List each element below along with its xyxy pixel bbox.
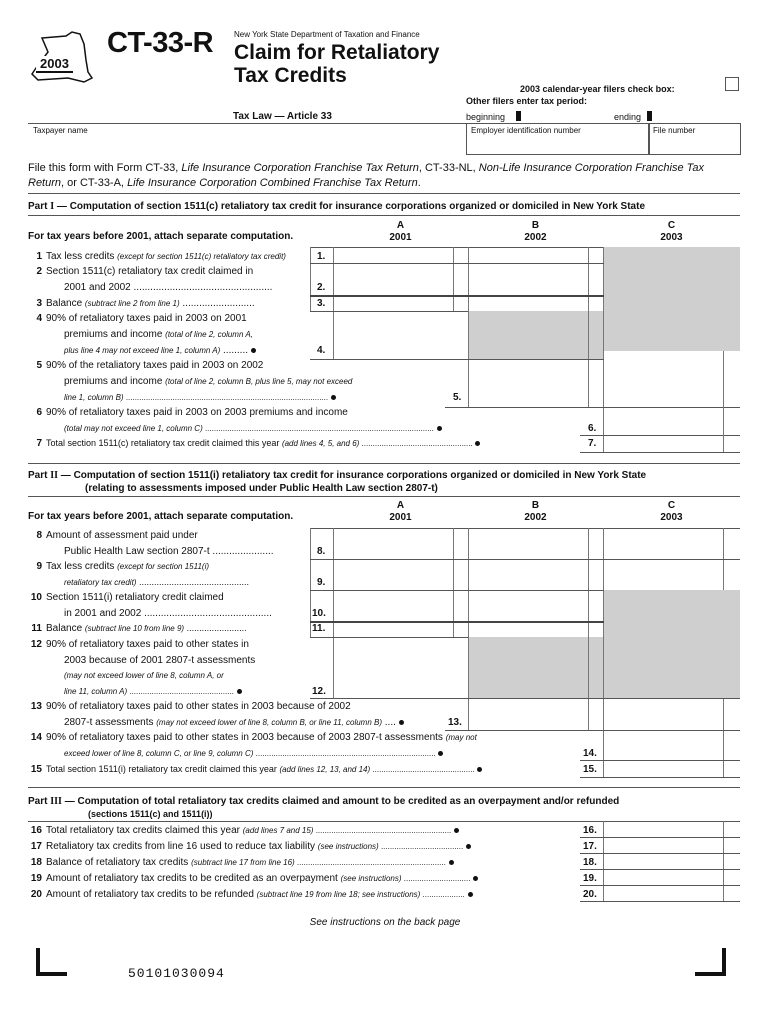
form-id: CT-33-R <box>107 27 214 59</box>
part2-col-a-header: A 2001 <box>389 500 412 523</box>
line14-number: 14. <box>583 748 597 759</box>
shaded-area <box>604 247 740 351</box>
part1-col-c-header: C 2003 <box>660 220 683 243</box>
part2-col-b-header: B 2002 <box>524 500 547 523</box>
line8-label-cont: Public Health Law section 2807-t ...................... <box>64 546 274 557</box>
form-title-line2: Tax Credits <box>234 64 347 87</box>
part2-heading: Part II — Computation of section 1511(i) retaliatory tax credit for insurance corporations organized or domiciled in New York State (relating to assessments imposed under Public Health Law section 2807-t) <box>28 470 647 494</box>
line14-label-cont: exceed lower of line 8, column C, or line 9, column C) ................................................................................. <box>64 748 443 759</box>
line2-label: 2 Section 1511(c) retaliatory tax credit claimed in <box>36 266 254 277</box>
line12-number: 12. <box>312 686 326 697</box>
line17-label: 17 Retaliatory tax credits from line 16 used to reduce tax liability (see instructions) ..................................... <box>28 841 471 852</box>
line6-label-cont: (total may not exceed line 1, column C) ....................................................................................................... <box>64 423 442 434</box>
line18-label: 18 Balance of retaliatory tax credits (subtract line 17 from line 16) ................................................................... <box>28 857 454 868</box>
line7-number: 7. <box>588 438 597 449</box>
other-filers-label: Other filers enter tax period: <box>466 96 588 106</box>
form-title <box>234 41 439 87</box>
line15-label: 15 Total section 1511(i) retaliatory tax credit claimed this year (add lines 12, 13, and 14) .............................................. <box>28 764 482 775</box>
line17-number: 17. <box>583 841 597 852</box>
barcode-number: 50101030094 <box>128 966 225 981</box>
part1-col-a-header: A 2001 <box>389 220 412 243</box>
tax-law-label: Tax Law — Article 33 <box>233 111 332 122</box>
part2-attach-note: For tax years before 2001, attach separate computation. <box>28 511 294 522</box>
line11-label: 11 Balance (subtract line 10 from line 9) ........................ <box>31 623 247 634</box>
corner-mark-left-base <box>36 972 67 976</box>
line16-label: 16 Total retaliatory tax credits claimed this year (add lines 7 and 15) ............................................................. <box>28 825 459 836</box>
line4-label-cont: premiums and income (total of line 2, column A, <box>64 329 253 340</box>
line4-label-cont2: plus line 4 may not exceed line 1, column A) ......... <box>64 345 256 356</box>
part1-attach-note: For tax years before 2001, attach separate computation. <box>28 231 294 242</box>
line4-label: 4 90% of retaliatory taxes paid in 2003 on 2001 <box>36 313 247 324</box>
line14-input[interactable] <box>605 745 722 759</box>
line12-label: 12 90% of retaliatory taxes paid to other states in <box>30 639 249 650</box>
marker-icon <box>647 111 652 121</box>
line20-input[interactable] <box>605 886 722 900</box>
line12-label-cont2: (may not exceed lower of line 8, column A, or <box>64 671 224 680</box>
line9-label-cont: retaliatory tax credit) ............................................ <box>64 577 249 587</box>
line5-label: 5 90% of the retaliatory taxes paid in 2003 on 2002 <box>36 360 264 371</box>
shaded-area <box>468 637 604 698</box>
line8-number: 8. <box>317 546 326 557</box>
line16-number: 16. <box>583 825 597 836</box>
line7-input[interactable] <box>605 436 722 451</box>
agency-name: New York State Department of Taxation and Finance <box>234 30 420 39</box>
corner-mark-right-base <box>695 972 726 976</box>
corner-mark-left <box>36 948 40 975</box>
see-instructions-note: See instructions on the back page <box>309 917 461 928</box>
line5-label-cont2: line 1, column B) ........................................................................................... <box>64 392 336 403</box>
line19-input[interactable] <box>605 870 722 884</box>
file-number-label: File number <box>653 126 696 135</box>
taxpayer-name-label: Taxpayer name <box>33 126 88 135</box>
line7-label: 7 Total section 1511(c) retaliatory tax credit claimed this year (add lines 4, 5, and 6) .................................................. <box>28 438 480 449</box>
part1-col-b-header: B 2002 <box>524 220 547 243</box>
line5-number: 5. <box>453 392 462 403</box>
line15-input[interactable] <box>605 761 722 776</box>
line8-col-a-input[interactable] <box>334 529 452 558</box>
taxpayer-name-field[interactable] <box>28 123 467 153</box>
line20-label: 20 Amount of retaliatory tax credits to be refunded (subtract line 19 from line 18; see instructions) ................... <box>28 889 473 900</box>
line5-label-cont: premiums and income (total of line 2, column B, plus line 5, may not exceed <box>64 376 353 387</box>
intro-text: File this form with Form CT-33, Life Insurance Corporation Franchise Tax Return, CT-33-NL, Non-Life Insurance Corporation Franchise Tax Return, or CT-33-A, Life Insurance Corporation Combined Franchise Tax Return. <box>28 162 704 189</box>
line15-number: 15. <box>583 764 597 775</box>
line19-label: 19 Amount of retaliatory tax credits to be credited as an overpayment (see instructions) .............................. <box>28 873 478 884</box>
line13-label: 13 90% of retaliatory taxes paid to other states in 2003 because of 2002 <box>30 701 351 712</box>
line11-number: 11. <box>312 623 326 634</box>
line8-label: 8 Amount of assessment paid under <box>36 530 198 541</box>
line6-input[interactable] <box>605 408 722 434</box>
period-ending-label: ending <box>614 112 642 122</box>
line3-label: 3 Balance (subtract line 2 from line 1) .......................... <box>36 298 255 309</box>
line6-number: 6. <box>588 423 597 434</box>
line12-label-cont3: line 11, column A) ............................................... <box>64 686 242 697</box>
line1-number: 1. <box>317 251 326 262</box>
period-beginning-label: beginning <box>466 112 506 122</box>
calendar-year-checkbox[interactable] <box>725 77 739 91</box>
part2-col-c-header: C 2003 <box>660 500 683 523</box>
line9-number: 9. <box>317 577 326 588</box>
line6-label: 6 90% of retaliatory taxes paid in 2003 on 2003 premiums and income <box>36 407 348 418</box>
form-title-line1: Claim for Retaliatory <box>234 41 440 64</box>
line3-number: 3. <box>317 298 326 309</box>
line17-input[interactable] <box>605 838 722 852</box>
line18-input[interactable] <box>605 854 722 868</box>
shaded-area <box>468 311 604 359</box>
line1-col-b-input[interactable] <box>469 248 587 262</box>
line10-label-cont: in 2001 and 2002 .............................................. <box>64 608 272 619</box>
line14-label: 14 90% of retaliatory taxes paid to other states in 2003 because of 2003 2807-t assessments (may not <box>30 732 477 743</box>
year-badge: 2003 <box>36 56 73 73</box>
line13-label-cont: 2807-t assessments (may not exceed lower of line 8, column B, or line 11, column B) .... <box>64 717 404 728</box>
line19-number: 19. <box>583 873 597 884</box>
line9-label: 9 Tax less credits (except for section 1511(i) <box>36 561 210 572</box>
marker-icon <box>516 111 521 121</box>
line10-number: 10. <box>312 608 326 619</box>
line18-number: 18. <box>583 857 597 868</box>
shaded-area <box>604 590 740 698</box>
line2-label-cont: 2001 and 2002 .................................................. <box>64 282 273 293</box>
line20-number: 20. <box>583 889 597 900</box>
line16-input[interactable] <box>605 822 722 836</box>
line1-col-a-input[interactable] <box>334 248 452 262</box>
ein-label: Employer identification number <box>471 126 581 135</box>
corner-mark-right <box>722 948 726 975</box>
part3-heading: Part III — Computation of total retaliatory tax credits claimed and amount to be credited as an overpayment and/or refunded (sections 1511(c) and 1511(i)) <box>28 796 620 819</box>
line2-number: 2. <box>317 282 326 293</box>
line12-label-cont: 2003 because of 2001 2807-t assessments <box>64 655 256 666</box>
line13-number: 13. <box>448 717 462 728</box>
line1-label: 1 Tax less credits (except for section 1511(c) retaliatory tax credit) <box>36 251 286 262</box>
calendar-filers-label: 2003 calendar-year filers check box: <box>520 84 675 94</box>
line10-label: 10 Section 1511(i) retaliatory credit claimed <box>30 592 224 603</box>
line4-number: 4. <box>317 345 326 356</box>
part1-heading: Part I — Computation of section 1511(c) retaliatory tax credit for insurance corporations organized or domiciled in New York State <box>28 201 646 212</box>
